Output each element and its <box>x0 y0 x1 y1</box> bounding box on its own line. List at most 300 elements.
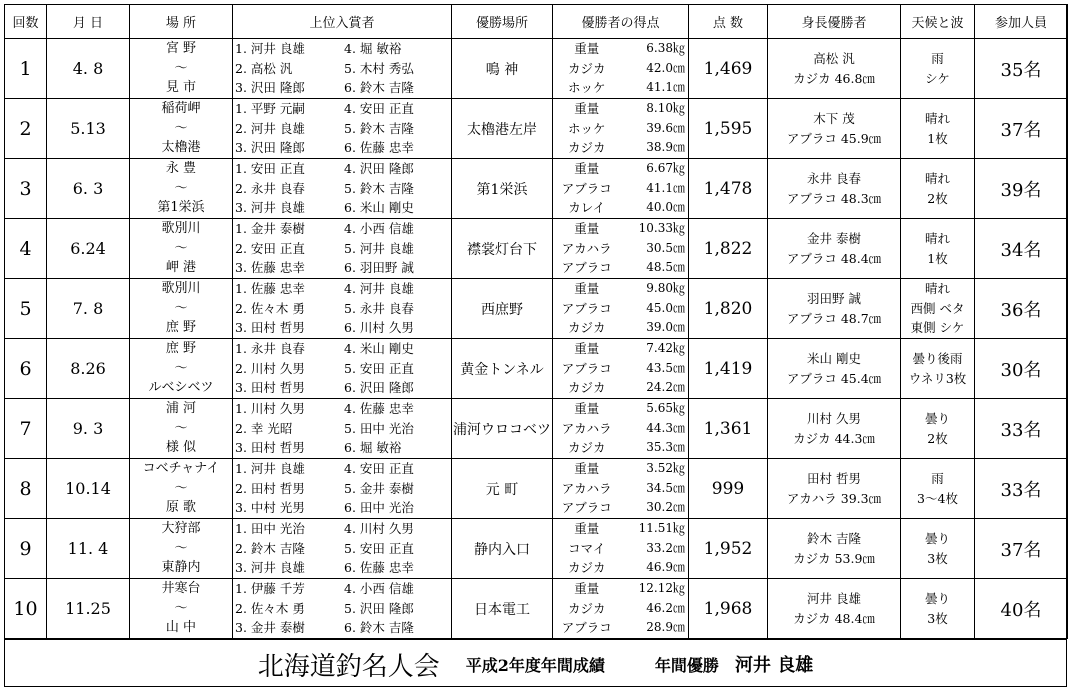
finisher: 5. 鈴木 吉隆 <box>344 180 414 196</box>
score-value: 46.9㎝ <box>646 560 685 575</box>
winner-line: 鈴木 吉隆 <box>807 531 861 546</box>
annual-champion-name: 河井 良雄 <box>734 655 814 676</box>
place-cell <box>130 579 233 639</box>
winner-scores <box>553 39 688 98</box>
place-cell <box>130 39 233 99</box>
place-line: ～ <box>174 60 188 76</box>
winner-line: カジカ 46.8㎝ <box>793 70 875 86</box>
finisher: 4. 川村 久男 <box>344 521 414 537</box>
finisher: 4. 小西 信雄 <box>344 221 414 237</box>
header-weather: 天候と波 <box>901 5 975 39</box>
top-finishers-cell <box>233 159 452 219</box>
finisher: 2. 幸 光昭 <box>235 420 293 436</box>
length-winner-cell <box>768 39 901 99</box>
total-points: 1,968 <box>689 579 768 639</box>
winner-line: カジカ 44.3㎝ <box>793 430 875 446</box>
winner-line: 河井 良雄 <box>807 591 861 606</box>
header-winner-score: 優勝者の得点 <box>553 5 689 39</box>
score-value: 9.80㎏ <box>646 281 685 296</box>
weather-line: 1枚 <box>927 130 948 146</box>
place-line: 歌別川 <box>161 281 201 297</box>
winning-spot: 太櫓港左岸 <box>452 99 553 159</box>
weather-line: 曇り <box>924 591 950 606</box>
place-line: 宮 野 <box>165 41 197 57</box>
place-line: 山 中 <box>165 620 197 636</box>
score-category: 重量 <box>574 41 600 57</box>
weather-line: 西側 ベタ <box>910 300 965 316</box>
score-value: 41.1㎝ <box>646 180 685 195</box>
weather-waves <box>901 219 974 278</box>
place-lines <box>130 339 232 398</box>
table-row <box>5 579 1068 639</box>
finisher: 6. 米山 剛史 <box>344 200 414 216</box>
weather-waves <box>901 519 974 578</box>
weather-line: 晴れ <box>924 171 950 186</box>
winner-scores <box>553 279 688 338</box>
top-finishers <box>233 519 451 578</box>
winning-spot: 鳴 神 <box>452 39 553 99</box>
top-finishers-cell <box>233 459 452 519</box>
finishers-4-6 <box>342 99 451 158</box>
finisher: 1. 安田 正直 <box>235 161 305 177</box>
score-category: アブラコ <box>561 180 612 196</box>
place-line: 永 豊 <box>165 161 197 177</box>
weather-line: 雨 <box>931 51 944 66</box>
finisher: 3. 田村 哲男 <box>235 440 305 456</box>
total-points: 1,595 <box>689 99 768 159</box>
place-line: 東静内 <box>161 560 201 576</box>
weather-cell <box>901 39 975 99</box>
winner-score-cell <box>553 219 689 279</box>
score-category: アブラコ <box>561 300 612 316</box>
participant-count: 33名 <box>975 459 1068 519</box>
place-line: ～ <box>174 300 188 316</box>
total-points: 1,822 <box>689 219 768 279</box>
finisher: 4. 安田 正直 <box>344 461 414 477</box>
finisher: 4. 佐藤 忠幸 <box>344 401 414 417</box>
place-line: 見 市 <box>165 80 197 96</box>
score-category: 重量 <box>574 521 600 537</box>
top-finishers <box>233 459 451 518</box>
place-cell <box>130 99 233 159</box>
score-value: 45.0㎝ <box>646 300 685 315</box>
top-finishers <box>233 339 451 398</box>
score-category: アカハラ <box>561 480 612 496</box>
finisher: 3. 沢田 隆郎 <box>235 80 305 96</box>
weather-waves <box>901 399 974 458</box>
winning-spot: 元 町 <box>452 459 553 519</box>
participant-count: 33名 <box>975 399 1068 459</box>
score-category: カジカ <box>567 600 606 616</box>
finisher: 6. 佐藤 忠幸 <box>344 140 414 156</box>
score-value: 8.10㎏ <box>646 101 685 116</box>
place-line: ルベシベツ <box>148 380 214 396</box>
place-lines <box>130 279 232 338</box>
finisher: 5. 河井 良雄 <box>344 240 414 256</box>
score-category: コマイ <box>568 540 606 556</box>
place-lines <box>130 399 232 458</box>
event-date: 6. 3 <box>47 159 130 219</box>
place-lines <box>130 579 232 638</box>
winner-line: アブラコ 48.4㎝ <box>786 250 882 266</box>
total-points: 1,478 <box>689 159 768 219</box>
event-date: 6.24 <box>47 219 130 279</box>
finisher: 1. 永井 良春 <box>235 341 305 357</box>
weather-waves <box>901 459 974 518</box>
finisher: 3. 田村 哲男 <box>235 380 305 396</box>
winner-line: 高松 汎 <box>813 51 855 66</box>
place-line: ～ <box>174 420 188 436</box>
weather-waves <box>901 579 974 638</box>
place-line: 太櫓港 <box>161 140 201 156</box>
winning-spot: 襟裳灯台下 <box>452 219 553 279</box>
finisher: 5. 鈴木 吉隆 <box>344 120 414 136</box>
table-row <box>5 399 1068 459</box>
weather-line: 3枚 <box>927 550 948 566</box>
winner-line: アブラコ 48.3㎝ <box>786 190 882 206</box>
organization-name: 北海道釣名人会 <box>257 651 440 682</box>
score-category: 重量 <box>574 221 600 237</box>
round-number: 8 <box>5 459 47 519</box>
weather-cell <box>901 399 975 459</box>
participant-count: 35名 <box>975 39 1068 99</box>
length-winner <box>768 99 900 158</box>
winner-score-cell <box>553 99 689 159</box>
winner-line: 田村 哲男 <box>807 471 861 486</box>
length-winner <box>768 339 900 398</box>
finishers-1-3 <box>233 579 342 638</box>
weather-waves <box>901 99 974 158</box>
finisher: 5. 永井 良春 <box>344 300 414 316</box>
finisher: 3. 田村 哲男 <box>235 320 305 336</box>
finishers-4-6 <box>342 519 451 578</box>
participant-count: 37名 <box>975 99 1068 159</box>
event-date: 10.14 <box>47 459 130 519</box>
score-category: 重量 <box>574 581 600 597</box>
season-subtitle: 平成2年度年間成績 <box>465 655 605 675</box>
winner-score-cell <box>553 339 689 399</box>
total-points: 999 <box>689 459 768 519</box>
finisher: 3. 金井 泰樹 <box>235 620 305 636</box>
score-category: アブラコ <box>561 620 612 636</box>
weather-line: 1枚 <box>927 250 948 266</box>
length-winner-cell <box>768 99 901 159</box>
score-category: 重量 <box>574 461 600 477</box>
participant-count: 30名 <box>975 339 1068 399</box>
length-winner <box>768 39 900 98</box>
score-value: 10.33㎏ <box>638 221 685 236</box>
winning-spot: 第1栄浜 <box>452 159 553 219</box>
weather-line: 晴れ <box>924 231 950 246</box>
finishers-1-3 <box>233 219 342 278</box>
place-lines <box>130 219 232 278</box>
event-date: 4. 8 <box>47 39 130 99</box>
finishers-4-6 <box>342 339 451 398</box>
finisher: 6. 堀 敏裕 <box>344 440 402 456</box>
winner-line: 米山 剛史 <box>807 351 861 366</box>
event-date: 9. 3 <box>47 399 130 459</box>
finisher: 3. 沢田 隆郎 <box>235 140 305 156</box>
length-winner <box>768 459 900 518</box>
place-line: 庶 野 <box>165 341 197 357</box>
finishers-4-6 <box>342 219 451 278</box>
score-category: カジカ <box>567 380 606 396</box>
header-place: 場 所 <box>130 5 233 39</box>
finisher: 4. 小西 信雄 <box>344 581 414 597</box>
table-row <box>5 519 1068 579</box>
winner-line: アブラコ 45.9㎝ <box>786 130 882 146</box>
finisher: 4. 堀 敏裕 <box>344 41 402 57</box>
place-line: 様 似 <box>165 440 197 456</box>
finisher: 6. 鈴木 吉隆 <box>344 620 414 636</box>
round-number: 9 <box>5 519 47 579</box>
finishers-4-6 <box>342 159 451 218</box>
place-cell <box>130 519 233 579</box>
score-value: 42.0㎝ <box>646 60 685 75</box>
annual-champion-label: 年間優勝 <box>654 655 719 675</box>
weather-waves <box>901 159 974 218</box>
round-number: 1 <box>5 39 47 99</box>
finisher: 2. 河井 良雄 <box>235 120 305 136</box>
score-value: 12.12㎏ <box>638 581 685 596</box>
finisher: 1. 河井 良雄 <box>235 461 305 477</box>
event-date: 11. 4 <box>47 519 130 579</box>
length-winner-cell <box>768 519 901 579</box>
header-length-winner: 身長優勝者 <box>768 5 901 39</box>
weather-line: 3～4枚 <box>917 490 958 506</box>
score-value: 5.65㎏ <box>646 401 685 416</box>
table-row <box>5 159 1068 219</box>
finishers-1-3 <box>233 399 342 458</box>
score-category: 重量 <box>574 101 600 117</box>
finisher: 3. 佐藤 忠幸 <box>235 260 305 276</box>
score-value: 7.42㎏ <box>646 341 685 356</box>
top-finishers <box>233 219 451 278</box>
top-finishers-cell <box>233 339 452 399</box>
finisher: 5. 田中 光治 <box>344 420 414 436</box>
finisher: 6. 佐藤 忠幸 <box>344 560 414 576</box>
weather-cell <box>901 459 975 519</box>
finisher: 1. 伊藤 千芳 <box>235 581 305 597</box>
finisher: 1. 平野 元嗣 <box>235 101 305 117</box>
round-number: 4 <box>5 219 47 279</box>
weather-line: 曇り <box>924 411 950 426</box>
results-sheet <box>4 4 1067 687</box>
score-value: 39.6㎝ <box>646 120 685 135</box>
place-cell <box>130 159 233 219</box>
score-category: アカハラ <box>561 240 612 256</box>
winner-score-cell <box>553 399 689 459</box>
participant-count: 37名 <box>975 519 1068 579</box>
finisher: 4. 米山 剛史 <box>344 341 414 357</box>
finishers-1-3 <box>233 159 342 218</box>
finisher: 5. 安田 正直 <box>344 540 414 556</box>
finisher: 1. 佐藤 忠幸 <box>235 281 305 297</box>
length-winner-cell <box>768 339 901 399</box>
finisher: 6. 川村 久男 <box>344 320 414 336</box>
finisher: 2. 川村 久男 <box>235 360 305 376</box>
winner-line: アブラコ 45.4㎝ <box>786 370 882 386</box>
score-category: カジカ <box>567 60 606 76</box>
winner-line: 羽田野 誠 <box>807 291 861 306</box>
place-lines <box>130 159 232 218</box>
finisher: 4. 安田 正直 <box>344 101 414 117</box>
score-value: 34.5㎝ <box>646 480 685 495</box>
footer <box>5 639 1066 688</box>
table-row <box>5 99 1068 159</box>
winner-score-cell <box>553 159 689 219</box>
weather-cell <box>901 519 975 579</box>
score-value: 30.5㎝ <box>646 240 685 255</box>
finishers-4-6 <box>342 579 451 638</box>
score-value: 46.2㎝ <box>646 600 685 615</box>
place-lines <box>130 99 232 158</box>
table-body <box>5 39 1068 639</box>
header-row <box>5 5 1068 39</box>
score-value: 44.3㎝ <box>646 420 685 435</box>
winner-line: 金井 泰樹 <box>807 231 861 246</box>
header-participants: 参加人員 <box>975 5 1068 39</box>
winner-score-cell <box>553 519 689 579</box>
length-winner-cell <box>768 399 901 459</box>
top-finishers-cell <box>233 399 452 459</box>
winner-line: 永井 良春 <box>807 171 861 186</box>
place-line: 浦 河 <box>165 401 197 417</box>
winner-scores <box>553 399 688 458</box>
finisher: 5. 木村 秀弘 <box>344 60 414 76</box>
length-winner <box>768 579 900 638</box>
finishers-1-3 <box>233 99 342 158</box>
finisher: 1. 田中 光治 <box>235 521 305 537</box>
finisher: 1. 河井 良雄 <box>235 41 305 57</box>
weather-line: 3枚 <box>927 610 948 626</box>
weather-waves <box>901 39 974 98</box>
score-value: 3.52㎏ <box>646 461 685 476</box>
score-category: 重量 <box>574 341 600 357</box>
finishers-1-3 <box>233 339 342 398</box>
finisher: 2. 田村 哲男 <box>235 480 305 496</box>
finisher: 1. 金井 泰樹 <box>235 221 305 237</box>
finisher: 3. 河井 良雄 <box>235 200 305 216</box>
length-winner <box>768 159 900 218</box>
weather-line: ウネリ3枚 <box>908 370 967 386</box>
table-row <box>5 39 1068 99</box>
score-value: 41.1㎝ <box>646 80 685 95</box>
weather-line: 雨 <box>931 471 944 486</box>
winner-score-cell <box>553 39 689 99</box>
winner-line: アカハラ 39.3㎝ <box>786 490 882 506</box>
score-value: 38.9㎝ <box>646 140 685 155</box>
place-line: 岬 港 <box>165 260 197 276</box>
winner-score-cell <box>553 279 689 339</box>
place-lines <box>130 459 232 518</box>
winning-spot: 静内入口 <box>452 519 553 579</box>
top-finishers <box>233 159 451 218</box>
place-line: 井寒台 <box>161 581 201 597</box>
top-finishers-cell <box>233 579 452 639</box>
length-winner <box>768 399 900 458</box>
round-number: 6 <box>5 339 47 399</box>
header-points: 点 数 <box>689 5 768 39</box>
round-number: 2 <box>5 99 47 159</box>
score-category: アブラコ <box>561 500 612 516</box>
place-cell <box>130 219 233 279</box>
winning-spot: 浦河ウロコベツ <box>452 399 553 459</box>
length-winner <box>768 519 900 578</box>
participant-count: 40名 <box>975 579 1068 639</box>
place-line: ～ <box>174 540 188 556</box>
finishers-1-3 <box>233 519 342 578</box>
weather-waves <box>901 339 974 398</box>
place-line: コベチャナイ <box>142 461 220 477</box>
finisher: 5. 沢田 隆郎 <box>344 600 414 616</box>
place-line: 大狩部 <box>161 521 201 537</box>
top-finishers-cell <box>233 219 452 279</box>
total-points: 1,469 <box>689 39 768 99</box>
event-date: 5.13 <box>47 99 130 159</box>
length-winner <box>768 219 900 278</box>
place-line: ～ <box>174 360 188 376</box>
place-cell <box>130 399 233 459</box>
total-points: 1,952 <box>689 519 768 579</box>
winner-line: カジカ 53.9㎝ <box>793 550 875 566</box>
winner-scores <box>553 99 688 158</box>
score-value: 40.0㎝ <box>646 200 685 215</box>
finisher: 1. 川村 久男 <box>235 401 305 417</box>
weather-line: 2枚 <box>927 430 948 446</box>
place-line: ～ <box>174 480 188 496</box>
winner-line: カジカ 48.4㎝ <box>793 610 875 626</box>
score-value: 6.38㎏ <box>646 41 685 56</box>
score-value: 39.0㎝ <box>646 320 685 335</box>
score-category: 重量 <box>574 161 600 177</box>
place-cell <box>130 279 233 339</box>
header-top-finishers: 上位入賞者 <box>233 5 452 39</box>
round-number: 5 <box>5 279 47 339</box>
weather-line: 晴れ <box>924 281 950 297</box>
top-finishers <box>233 579 451 638</box>
finisher: 2. 永井 良春 <box>235 180 305 196</box>
total-points: 1,419 <box>689 339 768 399</box>
finisher: 2. 佐々木 勇 <box>235 300 305 316</box>
place-line: ～ <box>174 240 188 256</box>
score-category: カジカ <box>567 140 606 156</box>
winner-line: 川村 久男 <box>807 411 861 426</box>
weather-line: シケ <box>925 70 950 86</box>
round-number: 7 <box>5 399 47 459</box>
weather-cell <box>901 339 975 399</box>
table-row <box>5 219 1068 279</box>
length-winner-cell <box>768 159 901 219</box>
winner-scores <box>553 339 688 398</box>
finisher: 2. 安田 正直 <box>235 240 305 256</box>
winner-scores <box>553 579 688 638</box>
place-line: 第1栄浜 <box>157 200 205 216</box>
winning-spot: 日本電工 <box>452 579 553 639</box>
winner-scores <box>553 519 688 578</box>
score-category: アブラコ <box>561 360 612 376</box>
weather-line: 曇り後雨 <box>912 351 963 366</box>
winner-line: 木下 茂 <box>813 111 855 126</box>
finishers-4-6 <box>342 459 451 518</box>
score-value: 43.5㎝ <box>646 360 685 375</box>
finisher: 6. 田中 光治 <box>344 500 414 516</box>
weather-cell <box>901 159 975 219</box>
length-winner-cell <box>768 279 901 339</box>
top-finishers-cell <box>233 519 452 579</box>
finisher: 5. 安田 正直 <box>344 360 414 376</box>
place-line: 歌別川 <box>161 221 201 237</box>
